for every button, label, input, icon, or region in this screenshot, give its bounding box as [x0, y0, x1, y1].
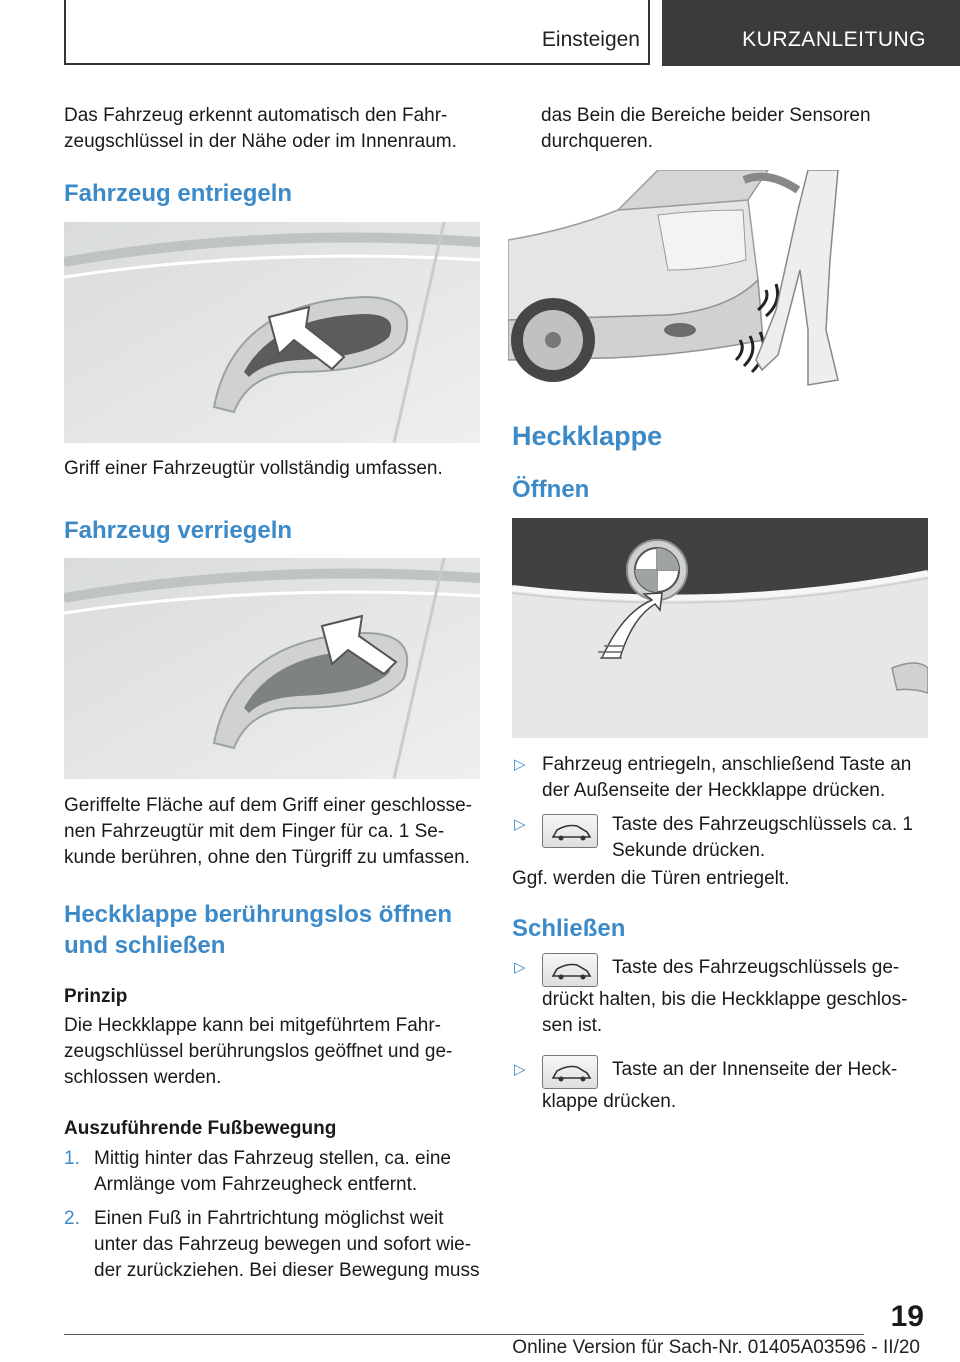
online-version-note: Online Version für Sach-Nr. 01405A03596 - II/20	[512, 1337, 920, 1358]
step-text: Einen Fuß in Fahrtrichtung möglichst weit unter das Fahrzeug bewegen und sofort wie-der zurückziehen. Bei dieser Bewegung muss	[94, 1208, 480, 1281]
foot-sensor-illustration	[508, 170, 844, 389]
close-heading: Schließen	[512, 915, 626, 942]
step-item	[64, 1206, 480, 1284]
step-text: Mittig hinter das Fahrzeug stellen, ca. eine Armlänge vom Fahrzeugheck entfernt.	[94, 1148, 451, 1195]
close-item-text: Taste an der Innenseite der Heck-klappe drücken.	[542, 1059, 898, 1112]
step-number: 1.	[64, 1148, 80, 1169]
principle-heading: Prinzip	[64, 986, 128, 1007]
unlock-heading: Fahrzeug entriegeln	[64, 180, 293, 207]
continuation-text: das Bein die Bereiche beider Sensoren durchqueren.	[541, 105, 871, 152]
foot-movement-steps	[64, 1146, 480, 1292]
step-item	[64, 1146, 480, 1198]
tailgate-heading: Heckklappe	[512, 421, 663, 451]
section-title: Einsteigen	[541, 28, 640, 51]
page-number: 19	[890, 1300, 924, 1333]
lock-heading: Fahrzeug verriegeln	[64, 517, 293, 544]
tailgate-button-illustration	[512, 518, 928, 738]
doors-note: Ggf. werden die Türen entriegelt.	[512, 868, 790, 889]
close-instructions	[512, 955, 922, 1115]
step-number: 2.	[64, 1208, 80, 1229]
close-item-text: Taste des Fahrzeugschlüssels ge-drückt halten, bis die Heckklappe geschlos-sen ist.	[542, 957, 908, 1036]
triangle-right-icon: ▷	[514, 816, 526, 833]
unlock-caption: Griff einer Fahrzeugtür vollständig umfassen.	[64, 458, 443, 479]
open-item-text: Taste des Fahrzeugschlüssels ca. 1 Sekunde drücken.	[612, 814, 913, 861]
principle-text: Die Heckklappe kann bei mitgeführtem Fahr-zeugschlüssel berührungslos geöffnet und ge-schlossen werden.	[64, 1015, 453, 1088]
header-rule	[64, 63, 650, 65]
car-tailgate-icon	[542, 953, 598, 987]
car-tailgate-icon	[542, 814, 598, 848]
door-handle-unlock-illustration	[64, 222, 480, 443]
intro-text: Das Fahrzeug erkennt automatisch den Fahr-zeugschlüssel in der Nähe oder im Innenraum.	[64, 105, 457, 152]
open-heading: Öffnen	[512, 476, 590, 503]
close-item-interior-button	[512, 1057, 922, 1115]
open-item-text: Fahrzeug entriegeln, anschließend Taste an der Außenseite der Heckklappe drücken.	[542, 754, 912, 801]
open-item-exterior-button	[512, 752, 922, 804]
open-item-key-button	[512, 812, 922, 864]
header-right-rule	[648, 0, 650, 65]
lock-caption: Geriffelte Fläche auf dem Griff einer geschlosse-nen Fahrzeugtür mit dem Finger für ca. 1 Se-kunde berühren, ohne den Türgriff zu umfassen.	[64, 795, 472, 868]
triangle-right-icon: ▷	[514, 1061, 526, 1078]
contactless-heading: Heckklappe berührungslos öffnen und schließen	[64, 901, 453, 959]
chapter-tab: KURZANLEITUNG	[662, 0, 960, 66]
triangle-right-icon: ▷	[514, 959, 526, 976]
open-instructions	[512, 752, 922, 864]
door-handle-lock-illustration	[64, 558, 480, 779]
close-item-key-button	[512, 955, 922, 1039]
footer-rule	[64, 1334, 864, 1335]
triangle-right-icon: ▷	[514, 756, 526, 773]
header-left-rule	[64, 0, 66, 65]
car-tailgate-icon	[542, 1055, 598, 1089]
foot-movement-heading: Auszuführende Fußbewegung	[64, 1118, 337, 1139]
